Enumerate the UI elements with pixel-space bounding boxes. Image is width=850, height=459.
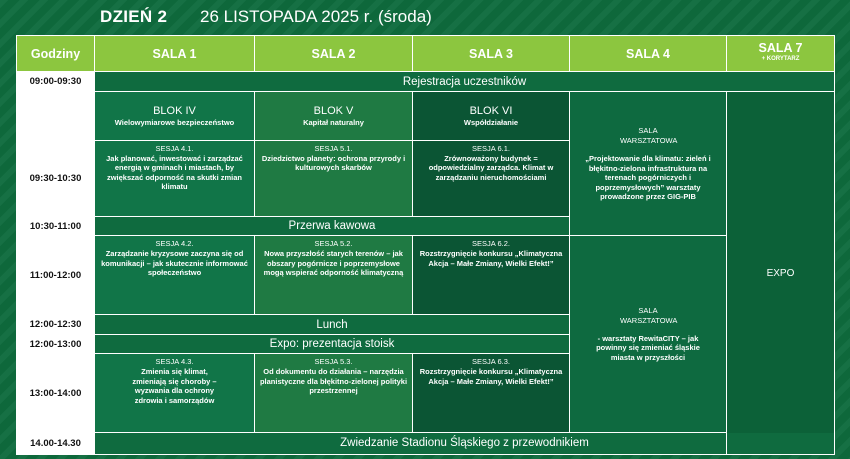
session-6-3-text: Rozstrzygnięcie konkursu „Klimatyczna Akcja – Małe Zmiany, Wielki Efekt!” [419, 367, 563, 386]
col-sala2: SALA 2 [255, 36, 413, 72]
col-godziny: Godziny [17, 36, 95, 72]
time-cell: 12:00-13:00 [17, 335, 95, 354]
session-6-2-text: Rozstrzygnięcie konkursu „Klimatyczna Akcja – Małe Zmiany, Wielki Efekt!” [419, 249, 563, 268]
col-sala1: SALA 1 [95, 36, 255, 72]
coffee-cell: Przerwa kawowa [95, 217, 570, 236]
date-title: 26 LISTOPADA 2025 r. (środa) [200, 7, 432, 26]
lunch-cell: Lunch [95, 314, 570, 334]
block-vi-subtitle: Współdziałanie [463, 117, 519, 127]
schedule-table [16, 35, 835, 455]
block-vi-title: BLOK VI [469, 104, 513, 117]
session-6-3 [413, 354, 570, 433]
session-6-3-label: SESJA 6.3. [472, 357, 510, 367]
stadium-tour-cell: Zwiedzanie Stadionu Śląskiego z przewodnikiem [95, 432, 835, 454]
session-4-3-label: SESJA 4.3. [155, 357, 194, 367]
time-cell: 14.00-14.30 [17, 432, 95, 454]
block-v-subtitle: Kapitał naturalny [303, 117, 364, 127]
sala4-workshop-1 [570, 92, 727, 236]
time-cell: 13:00-14:00 [17, 354, 95, 433]
expo-stands-cell: Expo: prezentacja stoisk [95, 335, 570, 354]
session-6-1-label: SESJA 6.1. [472, 143, 510, 153]
row-session-2 [17, 236, 835, 315]
sala4-workshop-2-label: SALA WARSZTATOWA [620, 305, 678, 325]
session-6-1-text: Zrównoważony budynek = odpowiedzialny zarządca. Klimat w zarządzaniu nieruchomościami [428, 153, 554, 182]
block-iv [95, 92, 255, 140]
session-5-1 [255, 140, 413, 217]
session-5-2-text: Nowa przyszłość starych terenów – jak obszary pogórnicze i poprzemysłowe mogą wspierać odporność klimatyczną [263, 249, 404, 278]
block-iv-subtitle: Wielowymiarowe bezpieczeństwo [114, 117, 235, 127]
time-cell: 12:00-12:30 [17, 314, 95, 334]
session-5-2-label: SESJA 5.2. [314, 239, 353, 249]
row-blocks [17, 92, 835, 140]
session-4-2-label: SESJA 4.2. [155, 239, 194, 249]
time-cell: 09:30-10:30 [17, 140, 95, 217]
time-cell-empty [17, 92, 95, 140]
col-sala3: SALA 3 [413, 36, 570, 72]
session-5-1-label: SESJA 5.1. [314, 143, 353, 153]
col-sala4: SALA 4 [570, 36, 727, 72]
sala4-workshop-1-text: „Projektowanie dla klimatu: zieleń i błękitno-zielona infrastruktura na terenach pogórniczych i poprzemysłowych” warsztaty prowadzone przez GIG-PIB [585, 154, 711, 202]
col-sala7-sub: + KORYTARZ [761, 55, 800, 62]
session-5-2 [255, 236, 413, 315]
sala4-workshop-2 [570, 236, 727, 432]
session-5-3-label: SESJA 5.3. [314, 357, 353, 367]
sala4-workshop-2-text: - warsztaty RewitaCITY – jak powinny się zmieniać śląskie miasta w przyszłości [596, 333, 700, 362]
row-registration [17, 72, 835, 92]
session-4-3-text: Zmienia się klimat, zmieniają się choroby – wyzwania dla ochrony zdrowia i samorządów [132, 367, 217, 405]
block-vi [413, 92, 570, 140]
session-5-3 [255, 354, 413, 433]
session-4-2 [95, 236, 255, 315]
session-6-2 [413, 236, 570, 315]
session-4-1-text: Jak planować, inwestować i zarządzać energią w gminach i miastach, by zwiększać odporność na skutki zmian klimatu [106, 153, 243, 192]
col-sala7-title: SALA 7 [758, 40, 803, 55]
page-header [0, 0, 850, 34]
block-v-title: BLOK V [313, 104, 354, 117]
row-stadium-tour [17, 432, 835, 454]
session-4-1-label: SESJA 4.1. [155, 143, 194, 153]
time-cell: 11:00-12:00 [17, 236, 95, 315]
session-4-2-text: Zarządzanie kryzysowe zaczyna się od komunikacji – jak skutecznie informować społeczeństwo [101, 249, 248, 278]
block-iv-title: BLOK IV [153, 104, 196, 117]
block-v [255, 92, 413, 140]
session-6-1 [413, 140, 570, 217]
session-4-1 [95, 140, 255, 217]
col-sala7 [727, 36, 835, 72]
sala7-expo: EXPO [727, 92, 835, 455]
day-title: DZIEŃ 2 [100, 7, 168, 26]
registration-cell: Rejestracja uczestników [95, 72, 835, 92]
session-5-1-text: Dziedzictwo planety: ochrona przyrody i kulturowych skarbów [261, 153, 406, 173]
time-cell: 09:00-09:30 [17, 72, 95, 92]
session-6-2-label: SESJA 6.2. [472, 239, 510, 249]
header-row [17, 36, 835, 72]
session-4-3 [95, 354, 255, 433]
session-5-3-text: Od dokumentu do działania – narzędzia planistyczne dla błękitno-zielonej polityki przestrzennej [259, 367, 408, 396]
sala4-workshop-1-label: SALA WARSZTATOWA [620, 126, 678, 146]
time-cell: 10:30-11:00 [17, 217, 95, 236]
